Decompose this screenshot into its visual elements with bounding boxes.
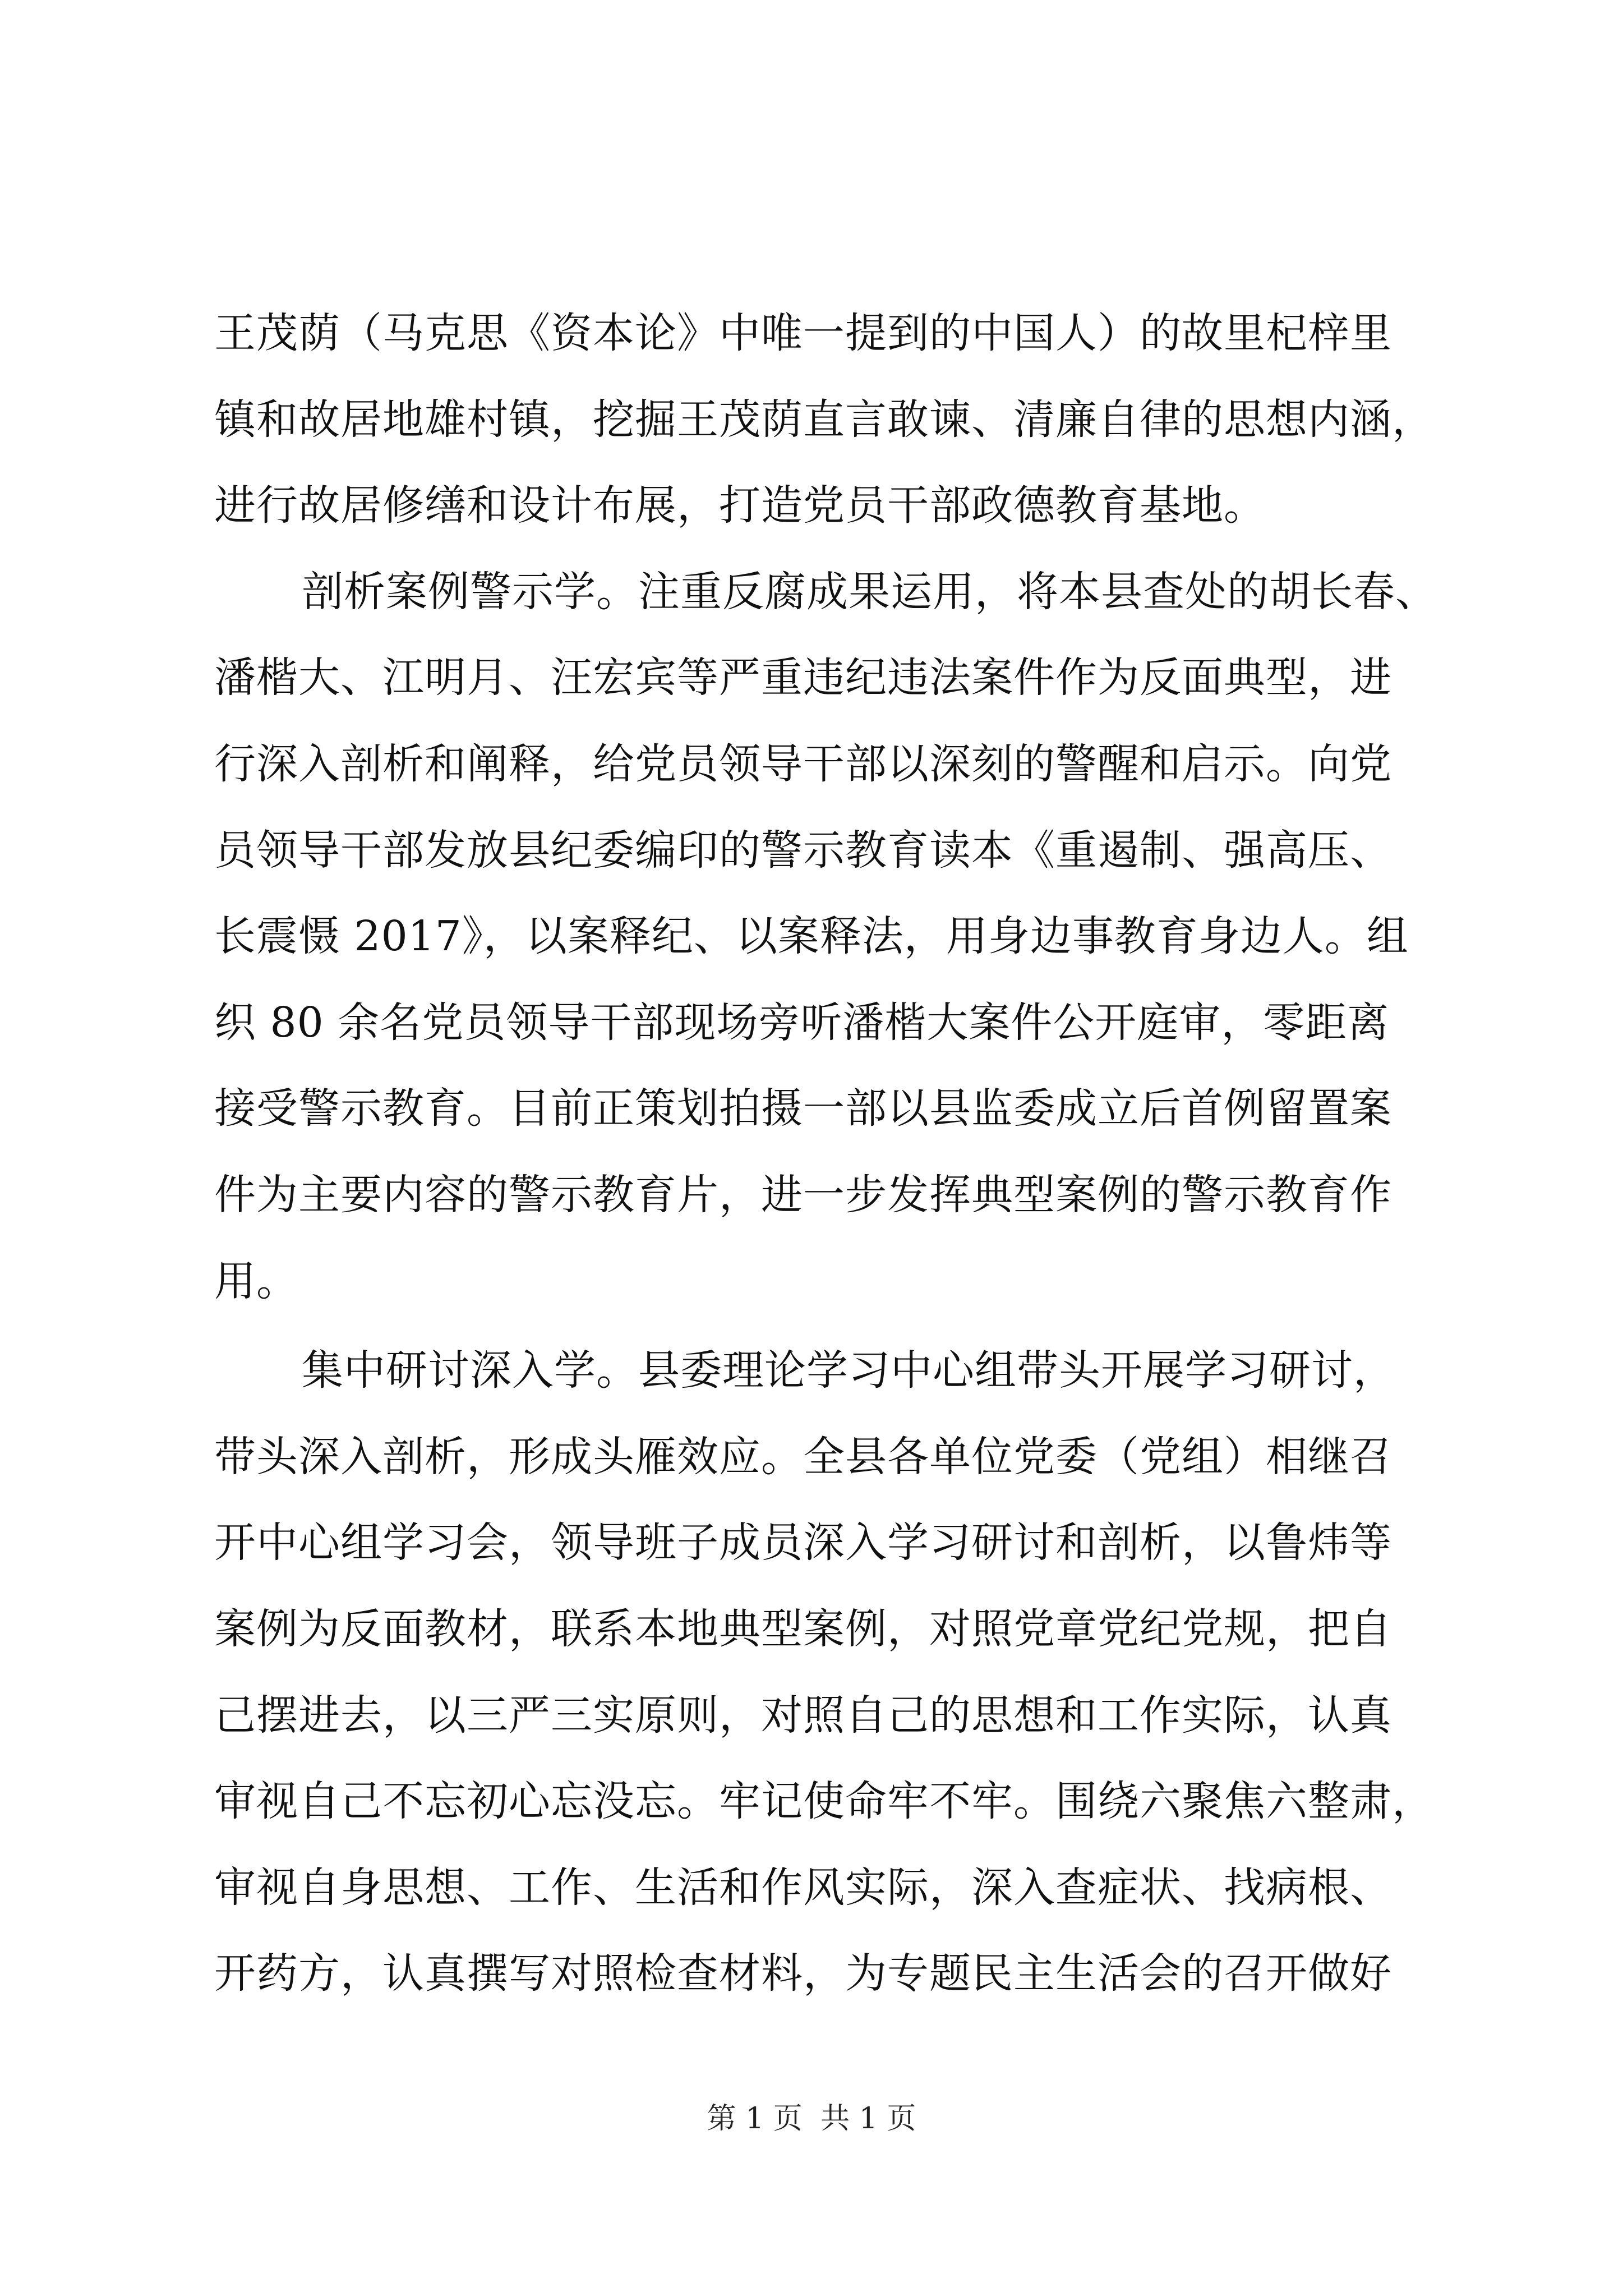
text-line: 进行故居修缮和设计布展，打造党员干部政德教育基地。 — [214, 481, 1266, 530]
text-line: 开中心组学习会，领导班子成员深入学习研讨和剖析，以鲁炜等 — [214, 1519, 1392, 1567]
text-line: 潘楷大、江明月、汪宏宾等严重违纪违法案件作为反面典型，进 — [214, 654, 1392, 702]
text-line: 己摆进去，以三严三实原则，对照自己的思想和工作实际，认真 — [214, 1691, 1392, 1740]
page-number: 第 1 页 — [707, 2102, 803, 2136]
text-line: 带头深入剖析，形成头雁效应。全县各单位党委（党组）相继召 — [214, 1432, 1392, 1481]
text-line: 开药方，认真撰写对照检查材料，为专题民主生活会的召开做好 — [214, 1949, 1392, 1998]
text-line: 王茂荫（马克思《资本论》中唯一提到的中国人）的故里杞梓里 — [214, 309, 1392, 357]
text-line: 用。 — [214, 1257, 298, 1305]
text-line: 行深入剖析和阐释，给党员领导干部以深刻的警醒和启示。向党 — [214, 739, 1392, 788]
paragraph-start-line: 集中研讨深入学。县委理论学习中心组带头开展学习研讨， — [302, 1346, 1395, 1395]
text-line: 长震慑 2017》，以案释纪、以案释法，用身边事教育身边人。组 — [214, 912, 1409, 961]
text-line: 员领导干部发放县纪委编印的警示教育读本《重遏制、强高压、 — [214, 826, 1392, 875]
text-line: 审视自己不忘初心忘没忘。牢记使命牢不牢。围绕六聚焦六整肃， — [214, 1777, 1434, 1826]
paragraph-start-line: 剖析案例警示学。注重反腐成果运用，将本县查处的胡长春、 — [302, 567, 1437, 616]
page-footer — [0, 2099, 1623, 2138]
page-total: 共 1 页 — [820, 2102, 916, 2136]
text-line: 接受警示教育。目前正策划拍摄一部以县监委成立后首例留置案 — [214, 1084, 1392, 1133]
text-line: 织 80 余名党员领导干部现场旁听潘楷大案件公开庭审，零距离 — [214, 998, 1390, 1047]
document-body — [214, 291, 1437, 2017]
text-line: 件为主要内容的警示教育片，进一步发挥典型案例的警示教育作 — [214, 1170, 1392, 1219]
text-line: 镇和故居地雄村镇，挖掘王茂荫直言敢谏、清廉自律的思想内涵， — [214, 395, 1434, 444]
text-line: 审视自身思想、工作、生活和作风实际，深入查症状、找病根、 — [214, 1863, 1392, 1912]
text-line: 案例为反面教材，联系本地典型案例，对照党章党纪党规，把自 — [214, 1604, 1392, 1653]
